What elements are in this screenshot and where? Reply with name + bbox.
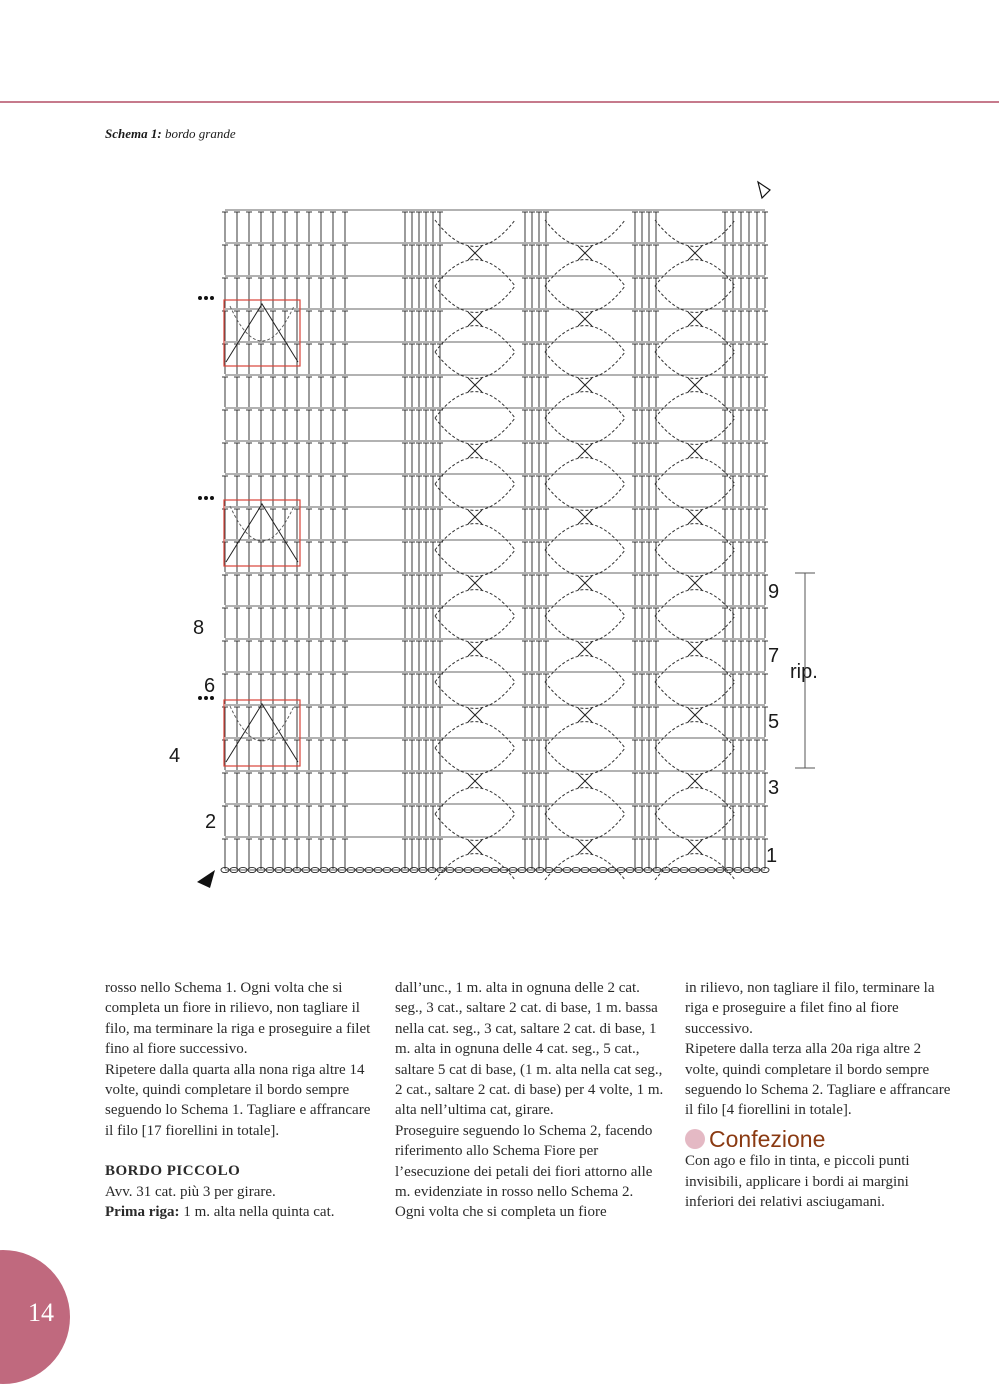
- lattice-arc: [545, 286, 625, 312]
- lattice-arc: [655, 260, 735, 286]
- paragraph: rosso nello Schema 1. Ogni volta che si completa un fiore in rilievo, non tagliare il filo, ma terminare la riga e proseguire a filet fino al fiore successivo.: [105, 980, 371, 1058]
- subheading-bordo-piccolo: BORDO PICCOLO: [105, 1163, 241, 1180]
- lattice-arc: [435, 656, 515, 682]
- lattice-arc: [435, 220, 515, 246]
- lattice-arc: [655, 656, 735, 682]
- lattice-arc: [655, 326, 735, 352]
- section-heading: [685, 1125, 957, 1152]
- row-number-6: 6: [204, 675, 216, 697]
- paragraph: Ripetere dalla quarta alla nona riga altre 14 volte, quindi completare il bordo sempre seguendo lo Schema 1. Tagliare e affrancare il filo [17 fiorellini in totale].: [105, 1061, 371, 1139]
- lattice-arc: [545, 788, 625, 814]
- lattice-arc: [545, 616, 625, 642]
- lattice-arc: [655, 286, 735, 312]
- lattice-arc: [435, 616, 515, 642]
- caption-label: Schema 1:: [105, 126, 162, 141]
- lattice-arc: [545, 682, 625, 708]
- row-text: 1 m. alta nella quinta cat.: [179, 1204, 335, 1221]
- lattice-arc: [435, 748, 515, 774]
- paragraph: dall’unc., 1 m. alta in ognuna delle 2 cat. seg., 3 cat., saltare 2 cat. di base, 1 m. bassa nella cat. seg., 3 cat, saltare 2 cat. di base, 1 m. alta in ognuna delle 4 cat. seg., 5 cat., saltare 5 cat di base, (1 m. alta nella cat seg., 2 cat., saltare 2 cat. di base) per 4 volte, 1 m. alta nell’ultima cat, girare.: [395, 980, 664, 1119]
- flower-arc: [230, 506, 294, 541]
- page-number: 14: [28, 1298, 54, 1327]
- row-number-1: 1: [766, 845, 778, 867]
- lattice-arc: [655, 682, 735, 708]
- lattice-arc: [435, 458, 515, 484]
- caption-text: bordo grande: [164, 126, 236, 141]
- lattice-arc: [435, 550, 515, 576]
- lattice-arc: [655, 814, 735, 840]
- lattice-arc: [435, 854, 515, 880]
- lattice-arc: [655, 722, 735, 748]
- lattice-arc: [545, 524, 625, 550]
- lattice-arc: [655, 590, 735, 616]
- lattice-arc: [545, 722, 625, 748]
- lattice-arc: [655, 484, 735, 510]
- lattice-arc: [435, 286, 515, 312]
- lattice-arc: [435, 392, 515, 418]
- crochet-chart: [169, 170, 840, 900]
- row-number-9: 9: [768, 581, 780, 603]
- lattice-arc: [545, 458, 625, 484]
- dot-marker: [198, 696, 202, 700]
- lattice-arc: [435, 524, 515, 550]
- lattice-arc: [545, 220, 625, 246]
- lattice-arc: [435, 590, 515, 616]
- lattice-arc: [435, 484, 515, 510]
- dot-marker: [210, 496, 214, 500]
- lattice-arc: [545, 392, 625, 418]
- lattice-arc: [655, 550, 735, 576]
- lattice-arc: [545, 352, 625, 378]
- lattice-arc: [655, 458, 735, 484]
- text-column-1: [105, 978, 377, 1222]
- lattice-arc: [545, 656, 625, 682]
- dot-marker: [204, 496, 208, 500]
- header-rule: [0, 101, 999, 103]
- lattice-arc: [655, 524, 735, 550]
- lattice-arc: [655, 352, 735, 378]
- lattice-arc: [435, 814, 515, 840]
- lattice-arc: [655, 854, 735, 880]
- dot-marker: [198, 496, 202, 500]
- row-number-2: 2: [205, 811, 217, 833]
- lattice-arc: [545, 550, 625, 576]
- paragraph: Avv. 31 cat. più 3 per girare.: [105, 1183, 276, 1200]
- section-title-confezione: Confezione: [709, 1125, 826, 1152]
- lattice-arc: [655, 788, 735, 814]
- lattice-arc: [435, 260, 515, 286]
- bullet-dot-icon: [685, 1129, 705, 1149]
- lattice-arc: [545, 260, 625, 286]
- row-number-5: 5: [768, 711, 780, 733]
- paragraph: in rilievo, non tagliare il filo, terminare la riga e proseguire a filet fino al fiore successivo.: [685, 980, 935, 1037]
- lattice-arc: [655, 392, 735, 418]
- lattice-arc: [545, 326, 625, 352]
- lattice-arc: [655, 748, 735, 774]
- end-arrow-icon: [758, 182, 770, 198]
- lattice-arc: [655, 418, 735, 444]
- row-label: Prima riga:: [105, 1204, 180, 1221]
- paragraph: Ripetere dalla terza alla 20a riga altre 2 volte, quindi completare il bordo sempre seguendo lo Schema 2. Tagliare e affrancare il filo [4 fiorellini in totale].: [685, 1041, 951, 1119]
- chart-body: [197, 182, 815, 888]
- lattice-arc: [545, 854, 625, 880]
- dot-marker: [198, 296, 202, 300]
- paragraph: Proseguire seguendo lo Schema 2, facendo riferimento allo Schema Fiore per l’esecuzione dei petali dei fiori attorno alle m. evidenziate in rosso nello Schema 2.: [395, 1122, 653, 1201]
- lattice-arc: [655, 616, 735, 642]
- text-column-2: [395, 978, 667, 1223]
- lattice-arc: [435, 722, 515, 748]
- lattice-arc: [435, 418, 515, 444]
- paragraph: Con ago e filo in tinta, e piccoli punti invisibili, applicare i bordi ai margini inferiori dei relativi asciugamani.: [685, 1153, 910, 1211]
- flower-arc: [230, 706, 294, 741]
- lattice-arc: [435, 352, 515, 378]
- dot-marker: [204, 296, 208, 300]
- lattice-arc: [545, 418, 625, 444]
- paragraph: Ogni volta che si completa un fiore: [395, 1204, 607, 1221]
- chart-caption: [105, 126, 236, 142]
- dot-marker: [210, 296, 214, 300]
- lattice-arc: [545, 814, 625, 840]
- paragraph: [105, 1202, 377, 1222]
- highlight-box: [224, 700, 300, 766]
- repeat-label: rip.: [790, 661, 818, 683]
- lattice-arc: [435, 788, 515, 814]
- lattice-arc: [435, 326, 515, 352]
- row-number-8: 8: [193, 617, 205, 639]
- row-number-3: 3: [768, 777, 780, 799]
- lattice-arc: [655, 220, 735, 246]
- lattice-arc: [545, 484, 625, 510]
- row-number-7: 7: [768, 645, 780, 667]
- lattice-arc: [545, 590, 625, 616]
- lattice-arc: [545, 748, 625, 774]
- row-number-4: 4: [169, 745, 181, 767]
- text-column-3: [685, 978, 957, 1212]
- start-arrow-icon: [197, 870, 215, 888]
- highlight-box: [224, 300, 300, 366]
- highlight-box: [224, 500, 300, 566]
- lattice-arc: [435, 682, 515, 708]
